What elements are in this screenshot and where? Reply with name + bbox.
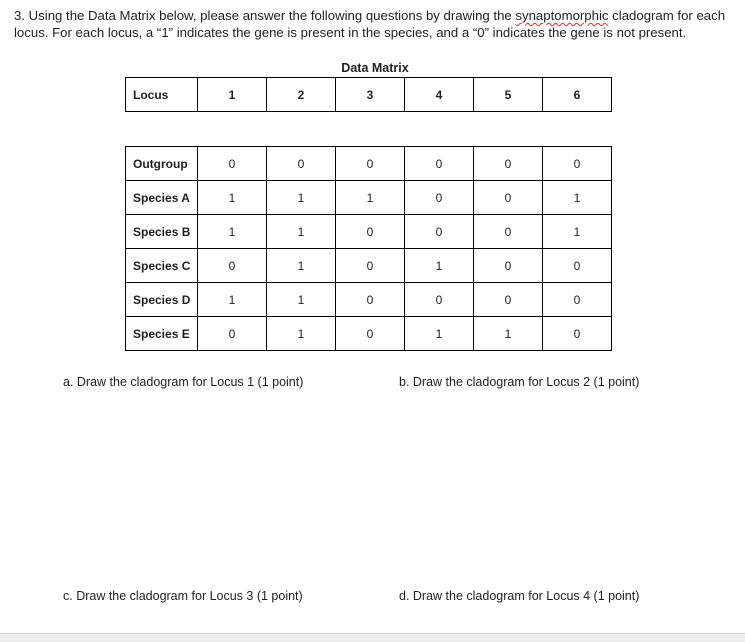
table-cell: 0 [336, 317, 405, 351]
table-row [126, 215, 612, 249]
table-cell: 1 [336, 181, 405, 215]
table-cell: 0 [474, 283, 543, 317]
row-label: Species E [126, 317, 198, 351]
row-label: Species D [126, 283, 198, 317]
table-cell: 0 [405, 147, 474, 181]
table-cell: 1 [543, 215, 612, 249]
header-cell-1: 1 [198, 78, 267, 112]
prompt-locus-2: b. Draw the cladogram for Locus 2 (1 point) [399, 375, 640, 389]
table-cell: 1 [198, 283, 267, 317]
table-cell: 1 [198, 215, 267, 249]
table-cell: 1 [474, 317, 543, 351]
page-bottom-edge [0, 633, 745, 642]
table-row [126, 249, 612, 283]
question-text-end: cladogram for each locus. For each locus, a “1” indicates the gene is present in the species, and a “0” indicates the gene is not present. [14, 8, 726, 40]
table-cell: 1 [267, 283, 336, 317]
table-cell: 0 [198, 317, 267, 351]
table-row [126, 181, 612, 215]
table-cell: 0 [543, 147, 612, 181]
table-cell: 0 [405, 215, 474, 249]
row-label: Species C [126, 249, 198, 283]
header-cell-5: 5 [474, 78, 543, 112]
header-row [126, 78, 612, 112]
table-cell: 0 [474, 215, 543, 249]
table-cell: 0 [336, 147, 405, 181]
header-cell-6: 6 [543, 78, 612, 112]
table-cell: 0 [543, 249, 612, 283]
prompt-locus-4: d. Draw the cladogram for Locus 4 (1 point) [399, 589, 640, 603]
header-cell-4: 4 [405, 78, 474, 112]
row-label: Species B [126, 215, 198, 249]
table-cell: 0 [474, 147, 543, 181]
table-row [126, 317, 612, 351]
table-cell: 1 [267, 215, 336, 249]
table-row [126, 283, 612, 317]
table-cell: 1 [543, 181, 612, 215]
question-text-start: 3. Using the Data Matrix below, please answer the following questions by drawing the [14, 8, 516, 23]
row-label: Outgroup [126, 147, 198, 181]
spellcheck-flagged-word[interactable]: synaptomorphic [515, 8, 609, 23]
table-cell: 1 [267, 249, 336, 283]
prompt-locus-1: a. Draw the cladogram for Locus 1 (1 point) [63, 375, 304, 389]
table-cell: 0 [543, 317, 612, 351]
table-cell: 1 [198, 181, 267, 215]
table-cell: 1 [405, 317, 474, 351]
table-cell: 0 [198, 147, 267, 181]
table-cell: 0 [474, 249, 543, 283]
table-cell: 0 [336, 249, 405, 283]
table-cell: 1 [405, 249, 474, 283]
question-text [14, 7, 739, 41]
table-row [126, 147, 612, 181]
matrix-data-table [125, 146, 612, 351]
table-cell: 0 [543, 283, 612, 317]
table-cell: 1 [267, 317, 336, 351]
matrix-title: Data Matrix [341, 61, 409, 75]
row-label: Species A [126, 181, 198, 215]
table-cell: 0 [336, 215, 405, 249]
table-cell: 0 [474, 181, 543, 215]
table-cell: 0 [405, 181, 474, 215]
table-cell: 1 [267, 181, 336, 215]
table-cell: 0 [198, 249, 267, 283]
table-cell: 0 [267, 147, 336, 181]
matrix-header-table [125, 77, 612, 112]
table-cell: 0 [336, 283, 405, 317]
prompt-locus-3: c. Draw the cladogram for Locus 3 (1 point) [63, 589, 303, 603]
header-cell-3: 3 [336, 78, 405, 112]
header-cell-2: 2 [267, 78, 336, 112]
table-cell: 0 [405, 283, 474, 317]
header-cell-locus: Locus [126, 78, 198, 112]
